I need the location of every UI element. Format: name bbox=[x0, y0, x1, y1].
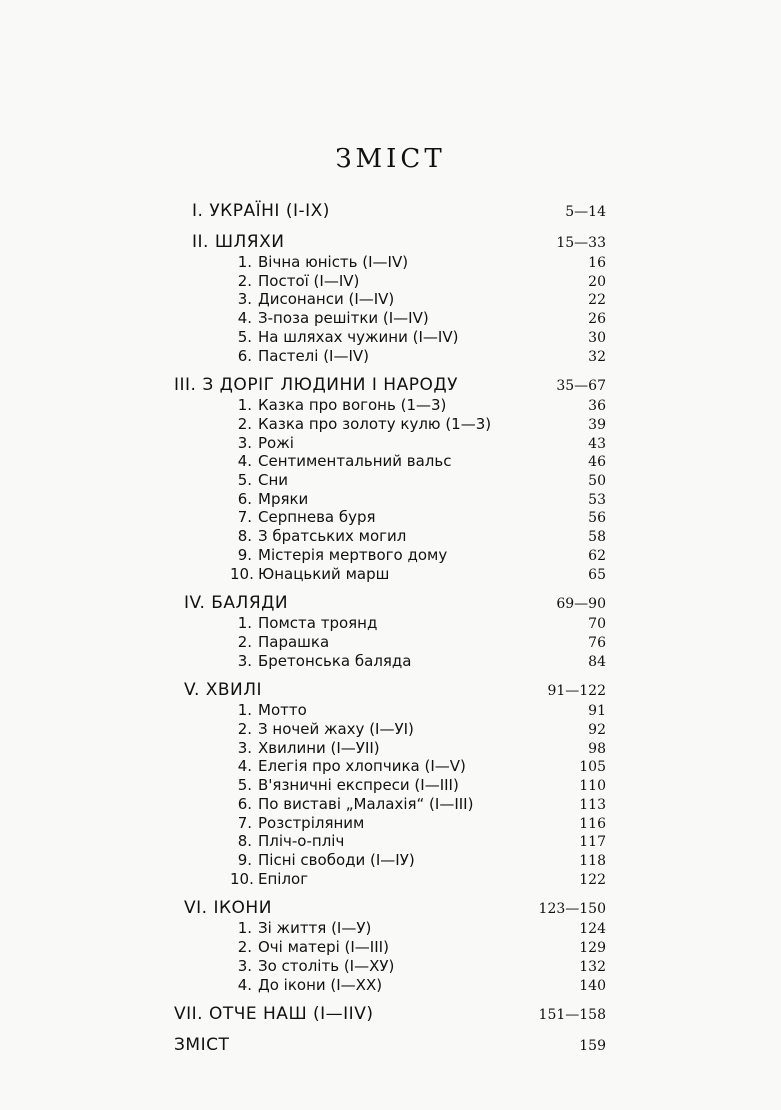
toc-section bbox=[174, 200, 606, 223]
entry-title: Рожі bbox=[258, 433, 294, 452]
entry-page: 140 bbox=[579, 977, 606, 994]
entry-page: 36 bbox=[588, 398, 606, 415]
entry-title: Бретонська баляда bbox=[258, 651, 412, 670]
entry-title: Юнацький марш bbox=[258, 564, 390, 583]
toc-entry: 1. Мотто 91 bbox=[237, 701, 606, 720]
entry-page: 46 bbox=[588, 454, 606, 471]
entry-page: 22 bbox=[588, 292, 606, 309]
entry-title: Сентиментальний вальс bbox=[258, 452, 452, 471]
toc-entry: 8. Пліч-о-пліч 117 bbox=[237, 832, 606, 851]
toc-section bbox=[174, 592, 606, 615]
entry-page: 132 bbox=[579, 958, 606, 975]
section-pages: 35—67 bbox=[556, 378, 606, 395]
entry-page: 65 bbox=[588, 566, 606, 583]
section-title: І. УКРАЇНІ (І-ІХ) bbox=[192, 201, 330, 221]
entry-page: 98 bbox=[588, 740, 606, 757]
entry-page: 16 bbox=[588, 255, 606, 271]
entry-page: 113 bbox=[579, 796, 606, 813]
toc-entry: 3. Хвилини (І—УІІ) 98 bbox=[237, 738, 606, 757]
entry-title: Вічна юність (І—ІV) bbox=[258, 253, 409, 271]
entry-title: Очі матері (І—ІІІ) bbox=[258, 938, 389, 957]
section-pages: 15—33 bbox=[556, 235, 606, 251]
entry-page: 50 bbox=[588, 473, 606, 490]
toc-entry: 5. На шляхах чужини (І—ІV) 30 bbox=[237, 327, 606, 346]
toc-entry: 1. Вічна юність (І—ІV) 16 bbox=[237, 253, 606, 271]
toc-section bbox=[174, 1034, 606, 1057]
section-title: VІІ. ОТЧЕ НАШ (І—ІІV) bbox=[174, 1004, 374, 1025]
section-entries bbox=[174, 920, 606, 995]
entry-title: Казка про вогонь (1—3) bbox=[258, 396, 447, 415]
section-title: V. ХВИЛІ bbox=[184, 680, 263, 701]
toc-entry: 10. Епілог 122 bbox=[230, 869, 606, 888]
toc-entry: 1. Зі життя (І—У) 124 bbox=[237, 919, 606, 938]
entry-page: 20 bbox=[588, 273, 606, 290]
section-title: VІ. ІКОНИ bbox=[184, 898, 272, 919]
toc-entry: 3. Дисонанси (І—ІV) 22 bbox=[237, 290, 606, 309]
entry-title: Мряки bbox=[258, 489, 309, 508]
section-pages: 5—14 bbox=[565, 204, 606, 220]
entry-page: 105 bbox=[579, 759, 606, 776]
section-title: ІІ. ШЛЯХИ bbox=[192, 232, 285, 252]
toc-entry: 3. Зо століть (І—ХУ) 132 bbox=[237, 956, 606, 975]
toc-entry: 8. З братських могил 58 bbox=[237, 527, 606, 546]
page-title: ЗМІСТ bbox=[335, 144, 446, 174]
section-entries bbox=[174, 397, 606, 584]
toc-entry: 10. Юнацький марш 65 bbox=[230, 564, 606, 583]
entry-title: Мотто bbox=[258, 701, 307, 720]
toc-entry: 7. Серпнева буря 56 bbox=[237, 508, 606, 527]
section-pages: 151—158 bbox=[538, 1007, 606, 1024]
entry-title: Парашка bbox=[258, 632, 330, 651]
toc-section bbox=[174, 679, 606, 702]
toc-entry: 3. Рожі 43 bbox=[237, 433, 606, 452]
toc-entry: 1. Казка про вогонь (1—3) 36 bbox=[237, 396, 606, 415]
entry-page: 30 bbox=[588, 329, 606, 346]
entry-title: Сни bbox=[258, 471, 289, 490]
toc-entry: 2. Очі матері (І—ІІІ) 129 bbox=[237, 938, 606, 957]
entry-page: 43 bbox=[588, 435, 606, 452]
entry-title: З братських могил bbox=[258, 527, 407, 546]
toc-section bbox=[174, 231, 606, 254]
section-title: ЗМІСТ bbox=[174, 1035, 230, 1056]
entry-title: Пліч-о-пліч bbox=[258, 832, 345, 851]
entry-page: 129 bbox=[579, 940, 606, 957]
entry-page: 110 bbox=[579, 778, 606, 795]
section-title: ІІІ. З ДОРІГ ЛЮДИНИ І НАРОДУ bbox=[174, 375, 458, 396]
entry-page: 118 bbox=[579, 852, 606, 869]
entry-title: Містерія мертвого дому bbox=[258, 545, 448, 564]
entry-title: З ночей жаху (І—УІ) bbox=[258, 720, 414, 739]
toc-entry: 9. Пісні свободи (І—ІУ) 118 bbox=[237, 850, 606, 869]
toc-entry: 4. До ікони (І—ХХ) 140 bbox=[237, 975, 606, 994]
entry-page: 122 bbox=[579, 871, 606, 888]
toc-entry: 4. Елегія про хлопчика (І—V) 105 bbox=[237, 757, 606, 776]
entry-title: Пастелі (І—ІV) bbox=[258, 346, 370, 365]
entry-page: 39 bbox=[588, 416, 606, 433]
entry-page: 58 bbox=[588, 529, 606, 546]
entry-page: 53 bbox=[588, 491, 606, 508]
toc-section bbox=[174, 897, 606, 920]
section-pages: 69—90 bbox=[556, 596, 606, 613]
entry-title: Зі життя (І—У) bbox=[258, 919, 372, 938]
section-pages: 91—122 bbox=[547, 683, 606, 700]
entry-page: 91 bbox=[588, 703, 606, 720]
entry-page: 32 bbox=[588, 348, 606, 365]
toc-entry: 7. Розстріляним 116 bbox=[237, 813, 606, 832]
section-entries bbox=[174, 254, 606, 366]
toc-section bbox=[174, 1003, 606, 1026]
entry-title: В'язничні експреси (І—ІІІ) bbox=[258, 776, 459, 795]
entry-page: 26 bbox=[588, 311, 606, 328]
toc-entry: 2. Постої (І—ІV) 20 bbox=[237, 271, 606, 290]
toc-entry: 5. Сни 50 bbox=[237, 471, 606, 490]
entry-page: 124 bbox=[579, 921, 606, 938]
entry-title: Постої (І—ІV) bbox=[258, 271, 360, 290]
entry-title: Хвилини (І—УІІ) bbox=[258, 738, 380, 757]
toc-section bbox=[174, 374, 606, 397]
section-title: ІV. БАЛЯДИ bbox=[184, 593, 289, 614]
section-entries bbox=[174, 702, 606, 889]
entry-page: 116 bbox=[579, 815, 606, 832]
toc-entry: 2. Парашка 76 bbox=[237, 632, 606, 651]
entry-title: Серпнева буря bbox=[258, 508, 376, 527]
entry-page: 62 bbox=[588, 547, 606, 564]
entry-page: 84 bbox=[588, 653, 606, 670]
entry-title: Елегія про хлопчика (І—V) bbox=[258, 757, 466, 776]
toc-entry: 3. Бретонська баляда 84 bbox=[237, 651, 606, 670]
entry-title: Казка про золоту кулю (1—3) bbox=[258, 414, 492, 433]
entry-page: 70 bbox=[588, 616, 606, 633]
toc-entry: 9. Містерія мертвого дому 62 bbox=[237, 545, 606, 564]
table-of-contents bbox=[174, 200, 606, 1057]
toc-entry: 5. В'язничні експреси (І—ІІІ) 110 bbox=[237, 776, 606, 795]
entry-title: З-поза решітки (І—ІV) bbox=[258, 309, 429, 328]
entry-page: 56 bbox=[588, 510, 606, 527]
entry-title: Зо століть (І—ХУ) bbox=[258, 956, 395, 975]
entry-page: 92 bbox=[588, 722, 606, 739]
entry-title: Епілог bbox=[258, 869, 309, 888]
entry-page: 76 bbox=[588, 634, 606, 651]
entry-page: 117 bbox=[579, 834, 606, 851]
entry-title: На шляхах чужини (І—ІV) bbox=[258, 327, 459, 346]
entry-title: До ікони (І—ХХ) bbox=[258, 975, 383, 994]
entry-title: Розстріляним bbox=[258, 813, 365, 832]
entry-title: Помста троянд bbox=[258, 614, 378, 633]
section-entries bbox=[174, 615, 606, 671]
entry-title: Пісні свободи (І—ІУ) bbox=[258, 850, 415, 869]
toc-entry: 4. З-поза решітки (І—ІV) 26 bbox=[237, 309, 606, 328]
toc-entry: 2. Казка про золоту кулю (1—3) 39 bbox=[237, 414, 606, 433]
entry-title: По виставі „Малахія“ (І—ІІІ) bbox=[258, 794, 474, 813]
toc-entry: 2. З ночей жаху (І—УІ) 92 bbox=[237, 720, 606, 739]
toc-entry: 4. Сентиментальний вальс 46 bbox=[237, 452, 606, 471]
toc-entry: 6. Пастелі (І—ІV) 32 bbox=[237, 346, 606, 365]
entry-title: Дисонанси (І—ІV) bbox=[258, 290, 395, 309]
toc-entry: 1. Помста троянд 70 bbox=[237, 614, 606, 633]
section-pages: 123—150 bbox=[538, 901, 606, 918]
toc-entry: 6. По виставі „Малахія“ (І—ІІІ) 113 bbox=[237, 794, 606, 813]
toc-entry: 6. Мряки 53 bbox=[237, 489, 606, 508]
section-pages: 159 bbox=[579, 1038, 606, 1055]
